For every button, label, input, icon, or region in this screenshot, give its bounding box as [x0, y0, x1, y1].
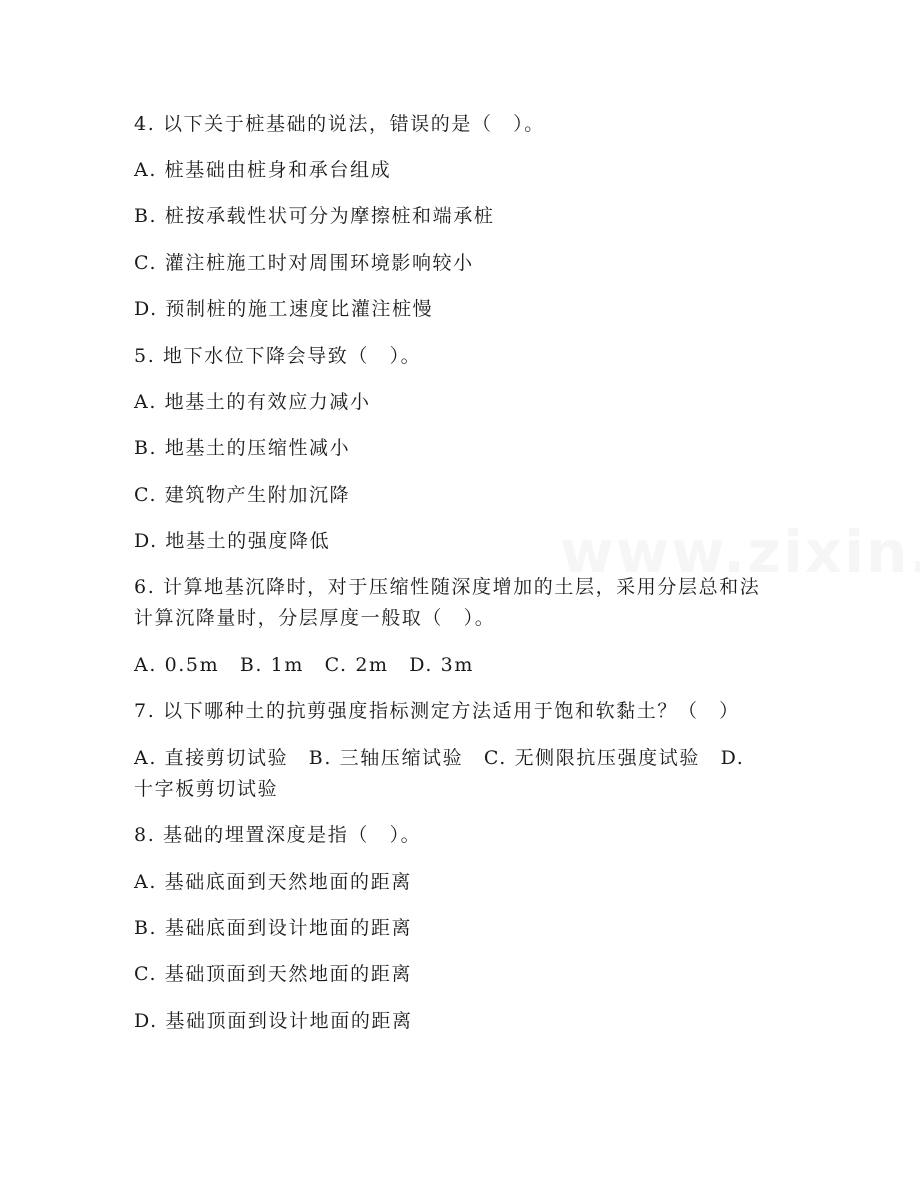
question-5-option-c: C. 建筑物产生附加沉降 — [134, 484, 351, 506]
question-7-options-line-2: 十字板剪切试验 — [134, 778, 279, 800]
question-4-option-c: C. 灌注桩施工时对周围环境影响较小 — [134, 252, 474, 274]
question-4-stem: 4. 以下关于桩基础的说法，错误的是（ ）。 — [134, 113, 545, 135]
question-7-stem: 7. 以下哪种土的抗剪强度指标测定方法适用于饱和软黏土？（ ） — [134, 700, 740, 722]
question-6-options: A. 0.5m B. 1m C. 2m D. 3m — [134, 654, 474, 676]
question-5-option-d: D. 地基土的强度降低 — [134, 530, 331, 552]
question-5-option-a: A. 地基土的有效应力减小 — [134, 391, 371, 413]
question-6-stem-line-1: 6. 计算地基沉降时，对于压缩性随深度增加的土层，采用分层总和法 — [134, 576, 761, 598]
question-8-option-a: A. 基础底面到天然地面的距离 — [134, 871, 412, 893]
question-7-options-line-1: A. 直接剪切试验 B. 三轴压缩试验 C. 无侧限抗压强度试验 D. — [134, 747, 745, 769]
question-5-stem: 5. 地下水位下降会导致（ ）。 — [134, 345, 422, 367]
question-4-option-d: D. 预制桩的施工速度比灌注桩慢 — [134, 298, 434, 320]
question-8-option-c: C. 基础顶面到天然地面的距离 — [134, 963, 412, 985]
question-8-option-b: B. 基础底面到设计地面的距离 — [134, 917, 413, 939]
question-5-option-b: B. 地基土的压缩性减小 — [134, 437, 351, 459]
question-8-stem: 8. 基础的埋置深度是指（ ）。 — [134, 824, 422, 846]
question-6-stem-line-2: 计算沉降量时，分层厚度一般取（ ）。 — [134, 607, 496, 629]
question-4-option-a: A. 桩基础由桩身和承台组成 — [134, 159, 392, 181]
question-4-option-b: B. 桩按承载性状可分为摩擦桩和端承桩 — [134, 205, 495, 227]
question-8-option-d: D. 基础顶面到设计地面的距离 — [134, 1010, 413, 1032]
